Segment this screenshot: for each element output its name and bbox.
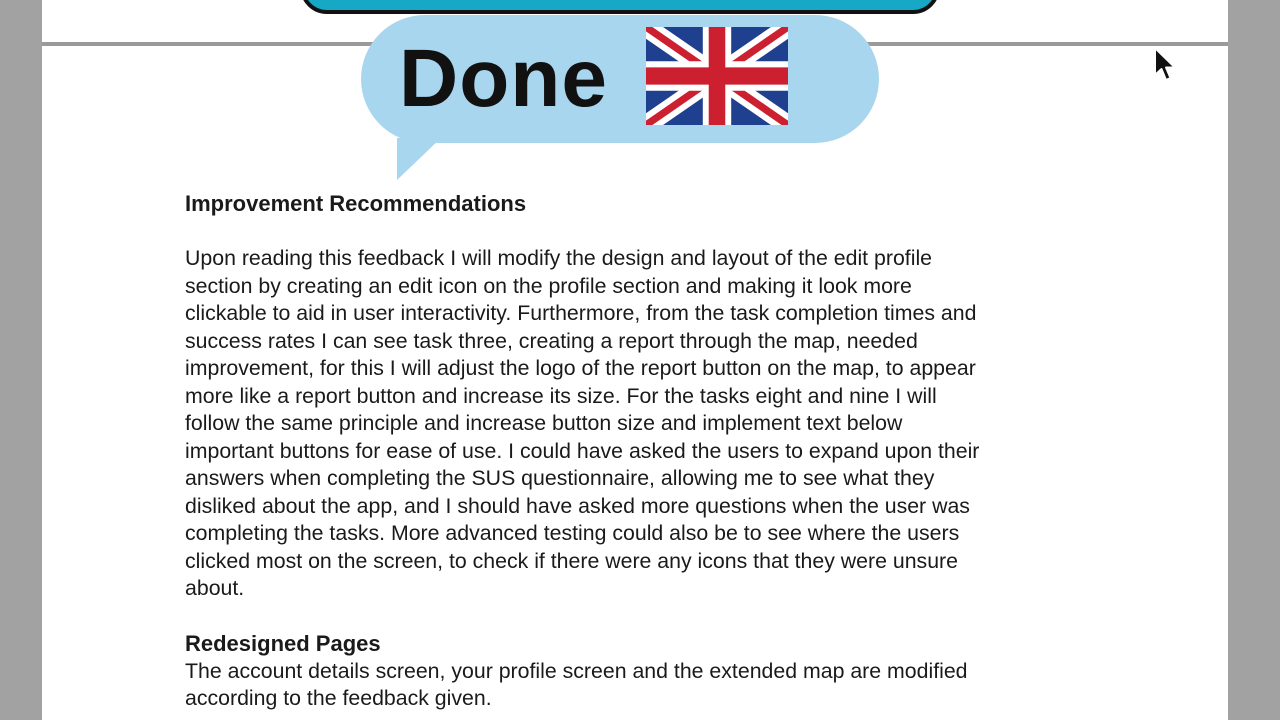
text-line: important buttons for ease of use. I could have asked the users to expand upon their bbox=[185, 438, 980, 463]
text-line: answers when completing the SUS questionnaire, allowing me to see what they bbox=[185, 466, 935, 490]
speech-bubble-tail bbox=[397, 138, 441, 180]
section-heading-improvement: Improvement Recommendations bbox=[185, 191, 527, 216]
redesigned-paragraph bbox=[185, 658, 1085, 713]
united-kingdom-flag-icon bbox=[646, 27, 788, 125]
text-line: Upon reading this feedback I will modify the design and layout of the edit profile bbox=[185, 246, 933, 270]
text-line: according to the feedback given. bbox=[185, 686, 492, 710]
top-banner-overlay bbox=[300, 0, 940, 14]
text-line: clickable to aid in user interactivity. Furthermore, from the task completion times and bbox=[185, 301, 977, 325]
viewer-margin-right bbox=[1228, 0, 1280, 720]
text-line: clicked most on the screen, to check if there were any icons that they were unsure bbox=[185, 548, 958, 573]
bubble-text: Done bbox=[399, 33, 608, 124]
section-heading-redesigned: Redesigned Pages bbox=[185, 630, 381, 656]
document-content bbox=[185, 190, 1085, 713]
text-line: more like a report button and increase its size. For the tasks eight and nine I will bbox=[185, 383, 937, 408]
text-line: section by creating an edit icon on the profile section and making it look more bbox=[185, 273, 912, 298]
improvement-paragraph bbox=[185, 245, 1085, 603]
text-line: about. bbox=[185, 576, 245, 600]
text-line: improvement, for this I will adjust the logo of the report button on the map, to appear bbox=[185, 356, 976, 380]
text-line: The account details screen, your profile screen and the extended map are modified bbox=[185, 658, 968, 683]
text-line: disliked about the app, and I should have asked more questions when the user was bbox=[185, 493, 970, 518]
text-line: follow the same principle and increase button size and implement text below bbox=[185, 411, 903, 435]
mouse-pointer-icon bbox=[1153, 47, 1179, 83]
text-line: success rates I can see task three, creating a report through the map, needed bbox=[185, 328, 918, 353]
text-line: completing the tasks. More advanced testing could also be to see where the users bbox=[185, 521, 960, 545]
